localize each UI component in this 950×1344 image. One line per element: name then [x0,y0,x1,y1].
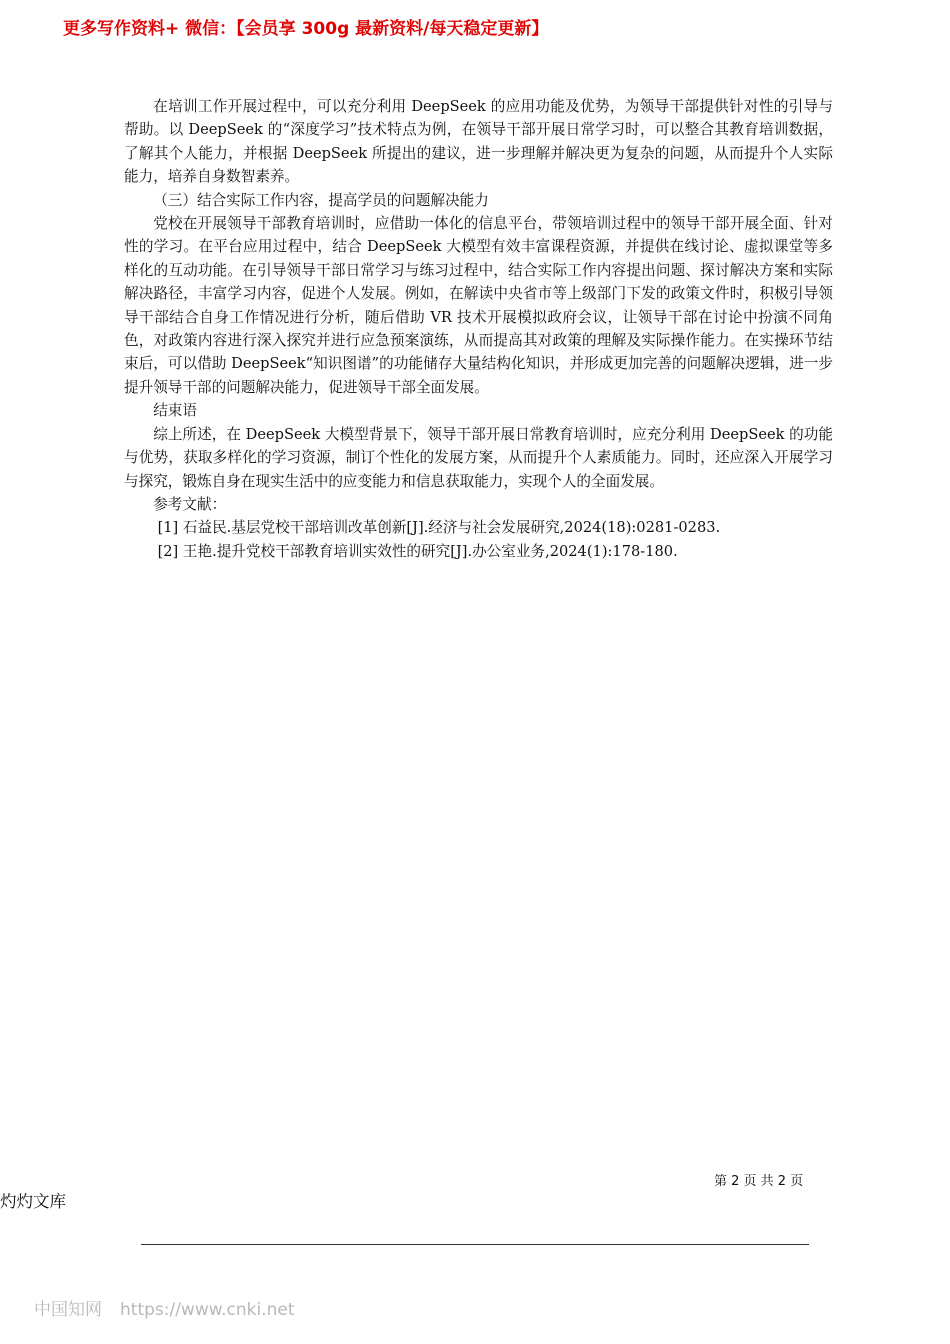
watermark-url: https://www.cnki.net [120,1300,295,1320]
page-number: 第 2 页 共 2 页 [714,1174,804,1189]
section-heading: （三）结合实际工作内容，提高学员的问题解决能力 [153,191,489,209]
footer-divider [141,1244,809,1245]
paragraph: 在培训工作开展过程中，可以充分利用 DeepSeek 的应用功能及优势，为领导干部提供针对性的引导与帮助。以 DeepSeek 的“深度学习”技术特点为例，在领导干部开展日常学习时，可以整合其教育培训数据，了解其个人能力，并根据 DeepSeek 所提出的建议，进一步理解并解决更为复杂的问题，从而提升个人实际能力，培养自身数智素养。 [124,98,833,186]
paragraph: 党校在开展领导干部教育培训时，应借助一体化的信息平台，带领培训过程中的领导干部开展全面、针对性的学习。在平台应用过程中，结合 DeepSeek 大模型有效丰富课程资源，并提供在线讨论、虚拟课堂等多样化的互动功能。在引导领导干部日常学习与练习过程中，结合实际工作内容提出问题、探讨解决方案和实际解决路径，丰富学习内容，促进个人发展。例如，在解读中央省市等上级部门下发的政策文件时，积极引导领导干部结合自身工作情况进行分析，随后借助 VR 技术开展模拟政府会议，让领导干部在讨论中扮演不同角色，对政策内容进行深入探究并进行应急预案演练，从而提高其对政策的理解及实际操作能力。在实操环节结束后，可以借助 DeepSeek“知识图谱”的功能储存大量结构化知识，并形成更加完善的问题解决逻辑，进一步提升领导干部的问题解决能力，促进领导干部全面发展。 [124,215,833,396]
references-heading: 参考文献： [153,495,227,513]
reference-item: [1] 石益民.基层党校干部培训改革创新[J].经济与社会发展研究,2024(18):0281-0283. [157,519,721,537]
paragraph: 综上所述，在 DeepSeek 大模型背景下，领导干部开展日常教育培训时，应充分利用 DeepSeek 的功能与优势，获取多样化的学习资源，制订个性化的发展方案，从而提升个人素质能力。同时，还应深入开展学习与探究，锻炼自身在现实生活中的应变能力和信息获取能力，实现个人的全面发展。 [124,425,833,490]
library-name: 灼灼文库 [0,1192,66,1211]
promo-banner: 更多写作资料+ 微信：【会员享 300g 最新资料/每天稳定更新】 [63,19,549,39]
watermark [34,1295,294,1320]
reference-item: [2] 王艳.提升党校干部教育培训实效性的研究[J].办公室业务,2024(1):178-180. [157,542,678,560]
document-body [124,95,833,563]
watermark-site-name: 中国知网 [34,1300,102,1320]
conclusion-heading: 结束语 [153,402,197,420]
